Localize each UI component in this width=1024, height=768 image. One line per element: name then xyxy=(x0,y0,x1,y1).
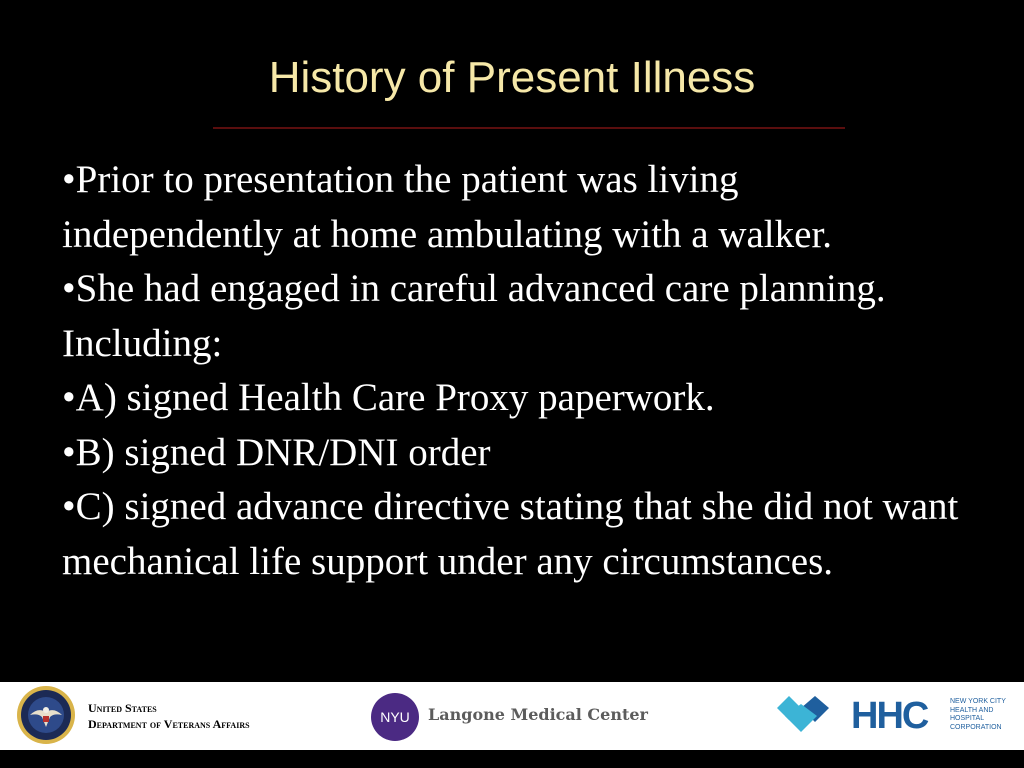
va-wordmark xyxy=(88,700,250,732)
bullet-advance-care-planning: •She had engaged in careful advanced care planning. Including: xyxy=(62,267,886,365)
title-divider xyxy=(213,127,845,129)
va-line-1: United States xyxy=(88,701,157,715)
hhc-name-line-2: HEALTH AND xyxy=(950,706,994,714)
slide-body xyxy=(62,153,962,589)
slide-title: History of Present Illness xyxy=(268,53,756,102)
nyu-badge-label: NYU xyxy=(380,709,410,725)
logo-footer xyxy=(0,682,1024,750)
footer-bottom-band xyxy=(0,750,1024,768)
nyu-logo-icon xyxy=(371,693,419,741)
bullet-health-care-proxy: •A) signed Health Care Proxy paperwork. xyxy=(62,376,715,419)
hhc-wordmark: HHC xyxy=(851,695,928,737)
hhc-name-line-1: NEW YORK CITY xyxy=(950,698,1006,705)
va-line-2: Department of Veterans Affairs xyxy=(88,717,250,731)
hhc-name-line-3: HOSPITAL xyxy=(950,715,985,722)
langone-wordmark: Langone Medical Center xyxy=(428,705,648,724)
bullet-dnr-dni: •B) signed DNR/DNI order xyxy=(62,430,491,474)
bullet-advance-directive: •C) signed advance directive stating that she did not want mechanical life support under any circumstances. xyxy=(62,485,959,583)
va-seal-icon xyxy=(16,685,76,745)
hhc-hearts-icon xyxy=(775,694,835,738)
hhc-full-name xyxy=(950,698,1020,732)
bullet-living-situation: •Prior to presentation the patient was living independently at home ambulating with a walker. xyxy=(62,158,833,256)
hhc-name-line-4: CORPORATION xyxy=(950,723,1002,731)
